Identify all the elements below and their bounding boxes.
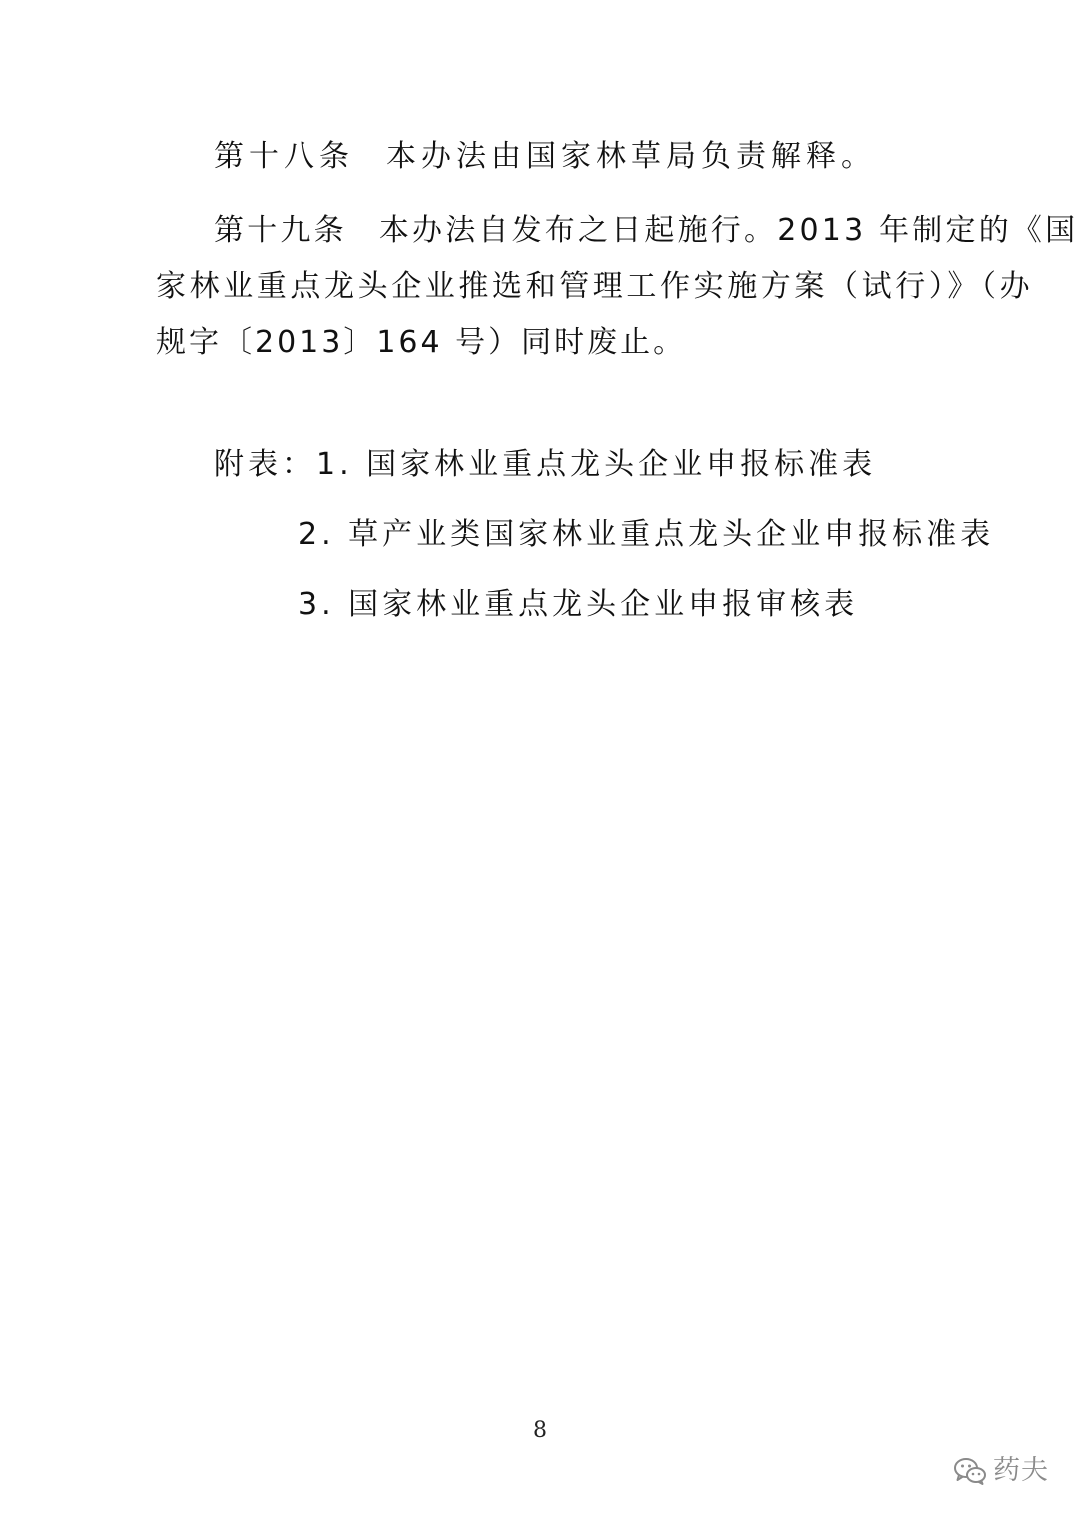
- article-18-text: 本办法由国家林草局负责解释。: [386, 139, 876, 174]
- attachments-label: 附表：: [214, 447, 316, 482]
- attachment-item-1: 1. 国家林业重点龙头企业申报标准表: [316, 447, 877, 482]
- attachment-line-1: [214, 445, 876, 485]
- article-19-line-2: 家林业重点龙头企业推选和管理工作实施方案（试行）》（办: [156, 269, 1034, 304]
- watermark-text: 药夫: [993, 1455, 1049, 1486]
- wechat-icon: [953, 1456, 987, 1486]
- article-19-text-1: 本办法自发布之日起施行。2013 年制定的《国: [378, 213, 1079, 248]
- article-19-label: 第十九条: [214, 213, 347, 248]
- article-19-line-3: 规字〔2013〕164 号）同时废止。: [156, 325, 687, 360]
- attachment-item-3: 3. 国家林业重点龙头企业申报审核表: [298, 587, 859, 622]
- page-number: 8: [533, 1418, 547, 1443]
- article-18-label: 第十八条: [214, 139, 354, 174]
- article-19-line-1: [214, 211, 1078, 251]
- attachment-item-2: 2. 草产业类国家林业重点龙头企业申报标准表: [298, 517, 995, 552]
- watermark: [953, 1451, 1049, 1491]
- article-18-line: [214, 137, 876, 177]
